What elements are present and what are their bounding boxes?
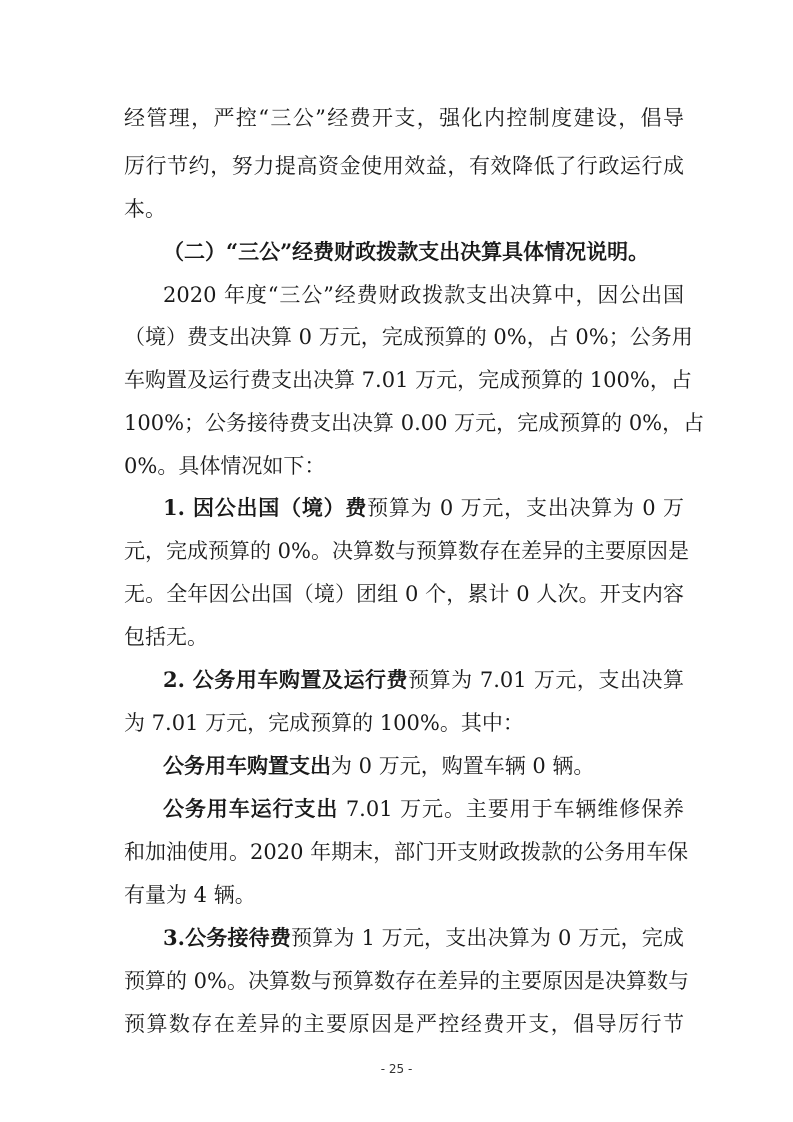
subheading-1: 1. 因公出国（境）费	[163, 495, 368, 520]
text-line: 预算的 0%。决算数与预算数存在差异的主要原因是决算数与	[124, 969, 689, 993]
section-heading: （二）“三公”经费财政拨款支出决算具体情况说明。	[163, 239, 650, 264]
text-line: 厉行节约，努力提高资金使用效益，有效降低了行政运行成	[124, 154, 684, 178]
text-line: 1. 因公出国（境）费预算为 0 万元，支出决算为 0 万	[163, 495, 685, 520]
text-line: 车购置及运行费支出决算 7.01 万元，完成预算的 100%，占	[124, 368, 692, 392]
text-line: 有量为 4 辆。	[124, 883, 256, 907]
text-line: 为 7.01 万元，完成预算的 100%。其中：	[124, 711, 524, 735]
text-line: （境）费支出决算 0 万元，完成预算的 0%，占 0%；公务用	[124, 325, 693, 349]
subheading-3: 3.公务接待费	[163, 925, 292, 950]
text-line: 经管理，严控“三公”经费开支，强化内控制度建设，倡导	[124, 106, 684, 130]
text-line: 本。	[124, 197, 166, 221]
page-number: - 25 -	[380, 1062, 413, 1076]
text-line: 0%。具体情况如下：	[124, 454, 326, 478]
text-line: 公务用车运行支出 7.01 万元。主要用于车辆维修保养	[163, 796, 684, 821]
subheading-2: 2. 公务用车购置及运行费	[163, 667, 409, 692]
text-line: 无。全年因公出国（境）团组 0 个，累计 0 人次。开支内容	[124, 582, 684, 606]
text-line: 3.公务接待费预算为 1 万元，支出决算为 0 万元，完成	[163, 925, 684, 950]
text-line: 元，完成预算的 0%。决算数与预算数存在差异的主要原因是	[124, 539, 689, 563]
text-line: 2. 公务用车购置及运行费预算为 7.01 万元，支出决算	[163, 667, 684, 692]
subheading-operation: 公务用车运行支出	[163, 796, 339, 821]
text-line: 2020 年度“三公”经费财政拨款支出决算中，因公出国	[163, 283, 684, 307]
subheading-purchase: 公务用车购置支出	[163, 753, 331, 778]
text-line: 包括无。	[124, 625, 208, 649]
text-line: 100%；公务接待费支出决算 0.00 万元，完成预算的 0%，占	[124, 411, 705, 435]
text-line: 公务用车购置支出为 0 万元，购置车辆 0 辆。	[163, 753, 595, 778]
text-line: 预算数存在差异的主要原因是严控经费开支，倡导厉行节	[124, 1012, 684, 1036]
text-line: 和加油使用。2020 年期末，部门开支财政拨款的公务用车保	[124, 840, 689, 864]
